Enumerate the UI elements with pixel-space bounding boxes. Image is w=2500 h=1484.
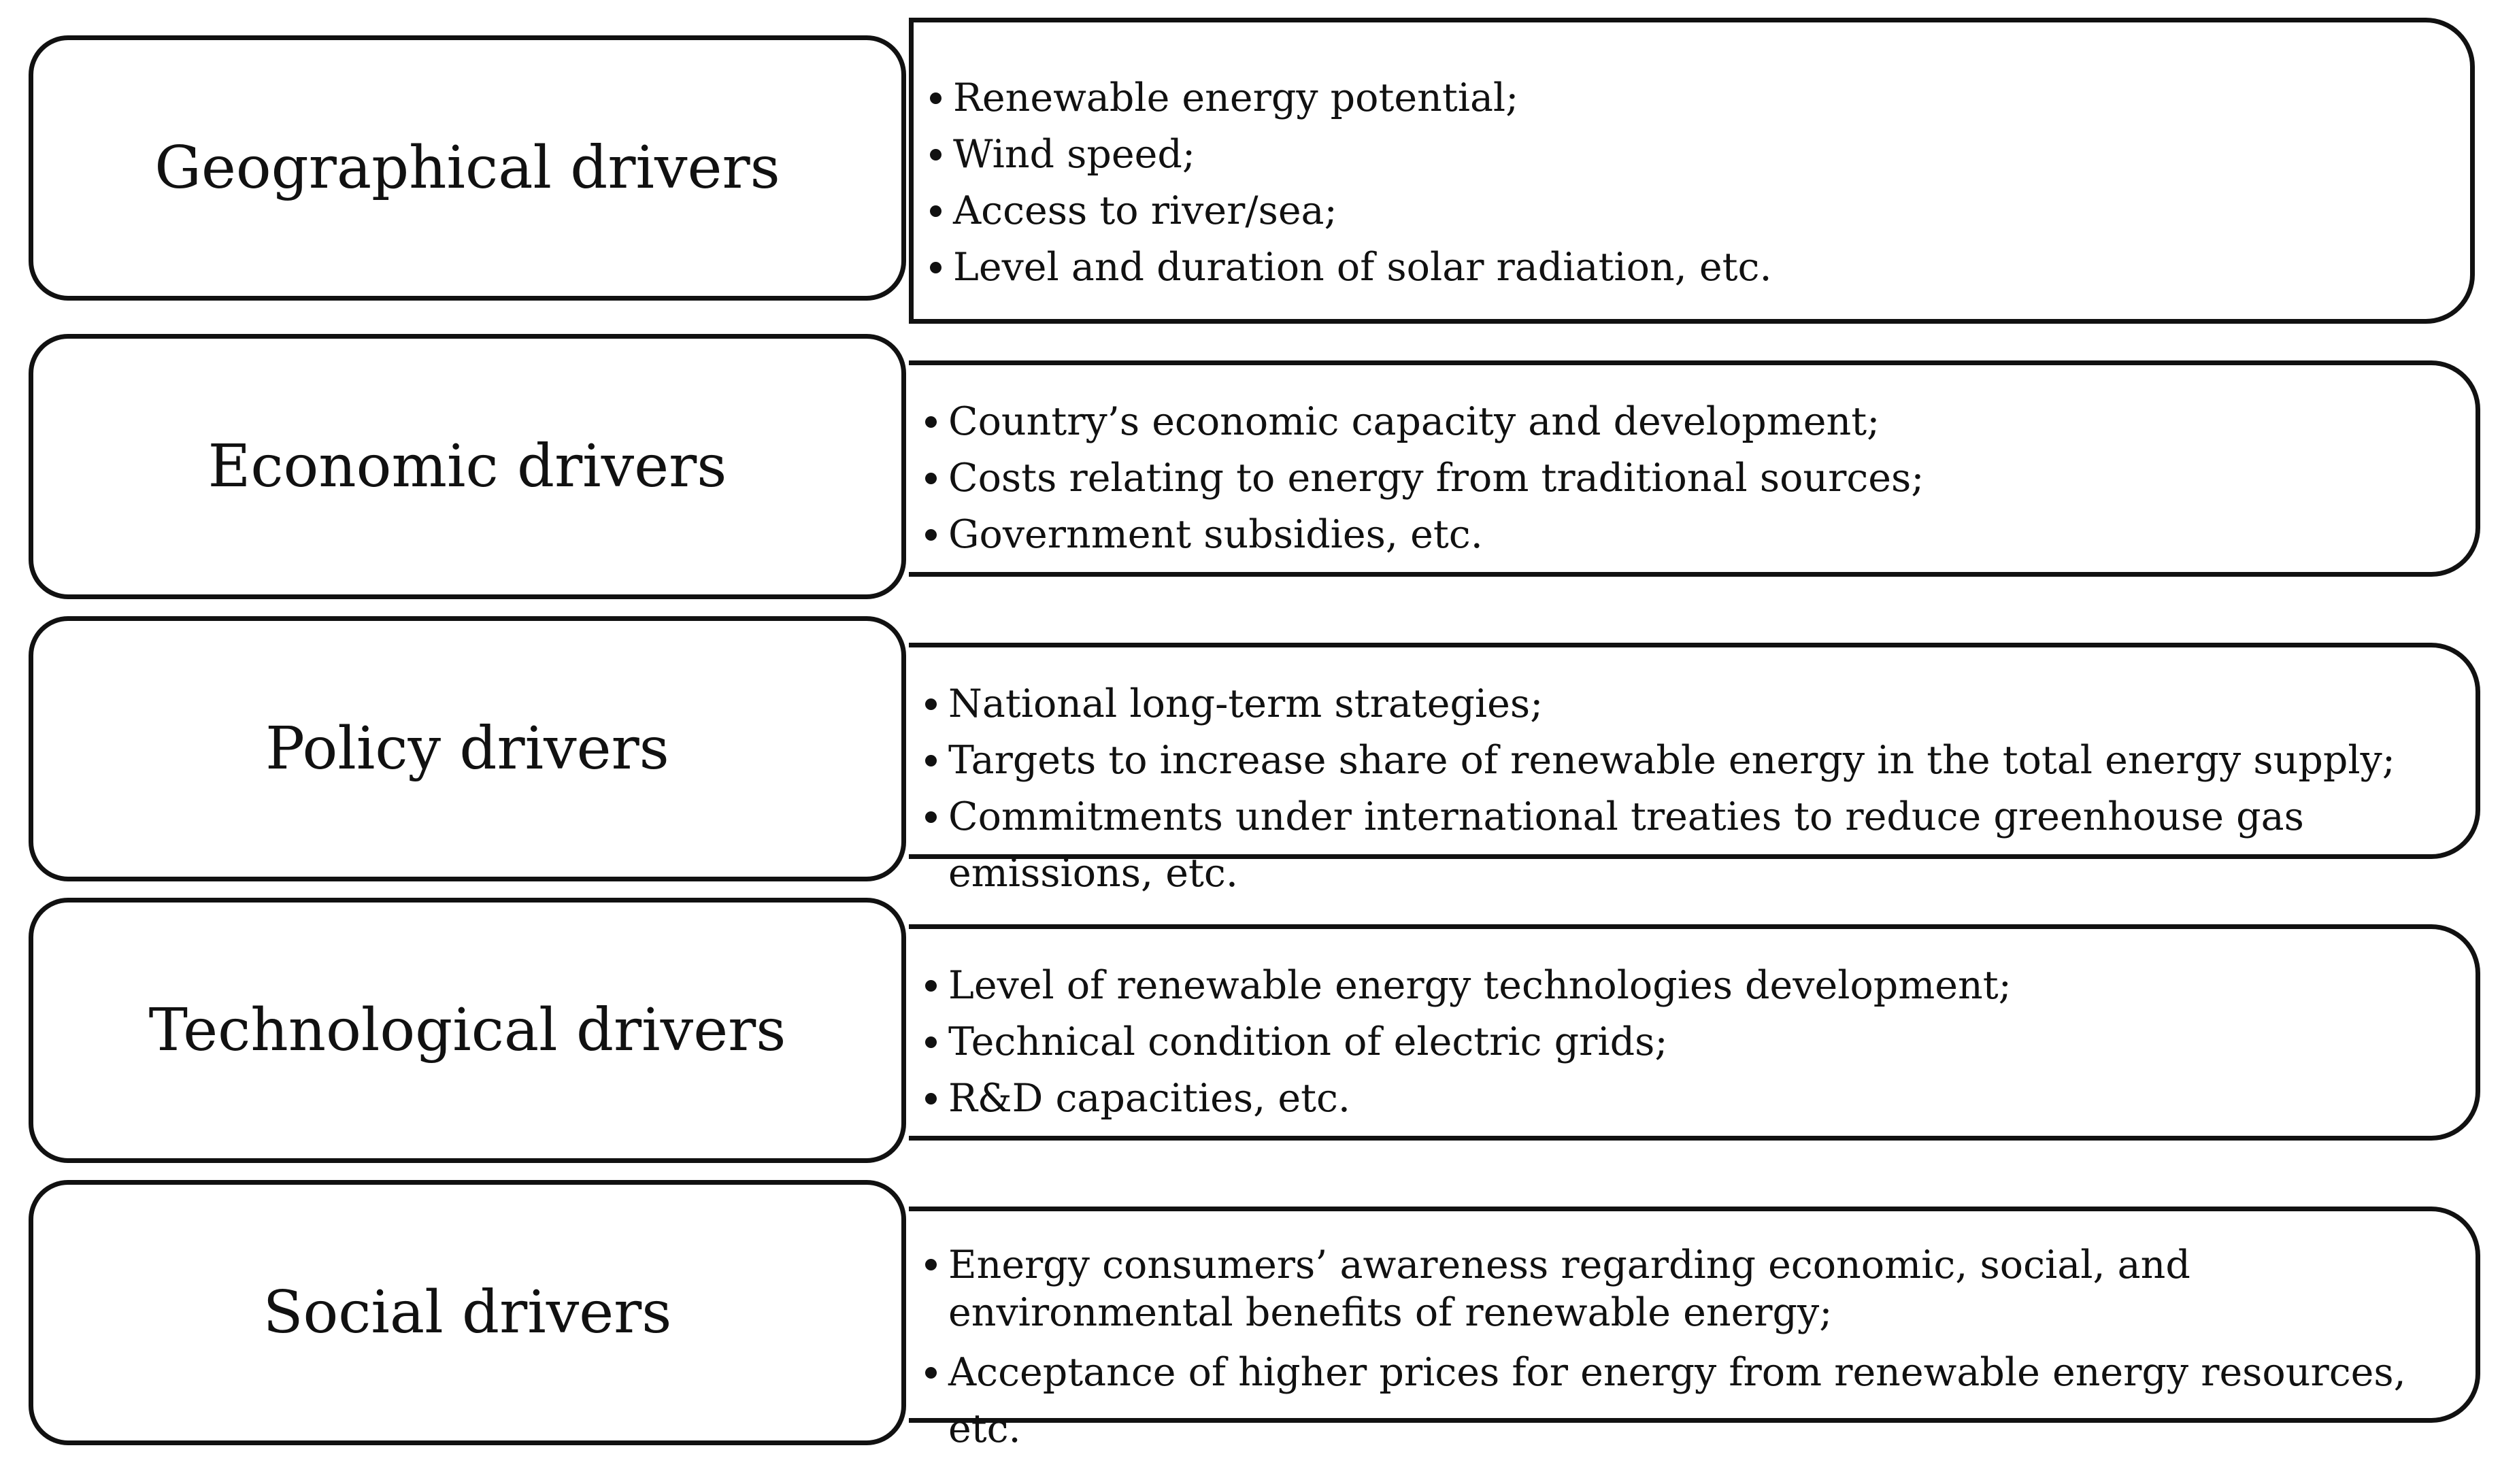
driver-details-social [909,1207,2480,1451]
list-item-text: Costs relating to energy from traditional sources; [948,456,1924,501]
list-item [930,70,2443,127]
category-label: Economic drivers [207,433,727,501]
list-item [925,732,2448,789]
list-item-text: Targets to increase share of renewable energy in the total energy supply; [948,738,2395,783]
list-item-text: Level of renewable energy technologies development; [948,963,2012,1008]
list-item [925,1241,2448,1336]
category-label: Social drivers [263,1279,672,1347]
category-label: Geographical drivers [154,134,780,202]
driver-details-geographical [909,18,2475,324]
list-item [925,507,2448,563]
bullet-icon [925,1259,937,1270]
bullet-icon [925,529,937,541]
bullet-icon [925,1093,937,1104]
bullet-icon [930,149,941,161]
bullet-icon [925,811,937,823]
list-item [930,127,2443,183]
list-item-text: Country’s economic capacity and development; [948,399,1880,444]
bullet-list [925,394,2448,563]
driver-category-technological [29,898,906,1163]
bullet-list [930,70,2443,296]
list-item-text: Commitments under international treaties to reduce greenhouse gas emissions, etc. [948,794,2304,896]
list-item-text: Energy consumers’ awareness regarding economic, social, and environmental benefits of renewable energy; [948,1243,2190,1335]
list-item [925,676,2448,732]
list-item [925,1345,2448,1457]
list-item [925,394,2448,450]
driver-category-social [29,1180,906,1445]
list-item-text: Acceptance of higher prices for energy from renewable energy resources, etc. [948,1350,2406,1451]
driver-category-economic [29,334,906,599]
list-item-text: Government subsidies, etc. [948,512,1483,557]
list-item [925,450,2448,507]
bullet-list [925,676,2448,902]
bullet-icon [925,1367,937,1379]
list-item-text: Technical condition of electric grids; [948,1019,1668,1064]
list-item-text: Wind speed; [953,132,1196,177]
driver-details-economic [909,360,2480,577]
driver-details-policy [909,643,2480,896]
bullet-icon [925,473,937,484]
list-item [925,1070,2448,1127]
bullet-list [925,1241,2448,1457]
driver-category-policy [29,616,906,881]
bullet-icon [925,980,937,992]
list-item-text: Renewable energy potential; [953,75,1519,120]
bullet-list [925,958,2448,1127]
driver-category-geographical [29,35,906,301]
list-item-text: Access to river/sea; [953,188,1337,233]
bullet-icon [930,262,941,273]
list-item [925,1014,2448,1070]
list-item [925,958,2448,1014]
category-label: Technological drivers [148,996,786,1064]
bullet-icon [930,205,941,217]
list-item-text: National long-term strategies; [948,681,1544,726]
list-item-text: R&D capacities, etc. [948,1076,1351,1121]
bullet-icon [930,92,941,104]
bullet-icon [925,416,937,428]
bullet-icon [925,698,937,710]
driver-details-technological [909,924,2480,1141]
list-item [930,183,2443,239]
list-item [930,239,2443,296]
bullet-icon [925,755,937,766]
bullet-icon [925,1036,937,1048]
list-item [925,789,2448,902]
category-label: Policy drivers [265,715,669,783]
list-item-text: Level and duration of solar radiation, etc. [953,245,1772,290]
